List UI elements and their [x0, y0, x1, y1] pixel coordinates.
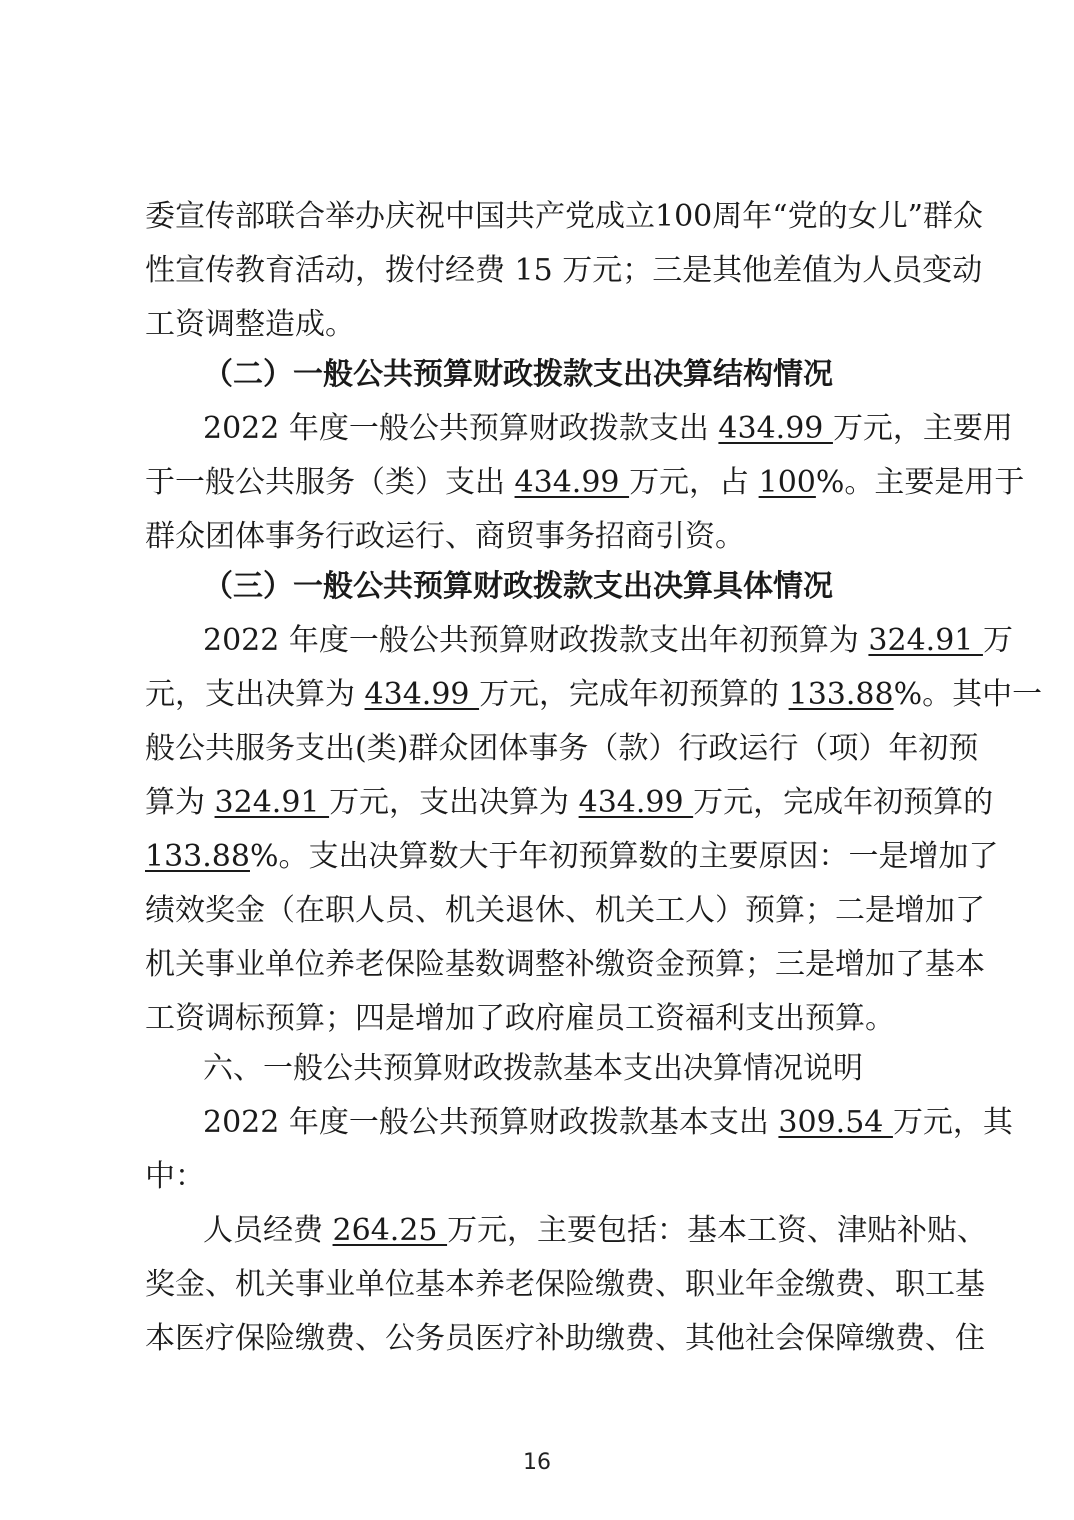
text-line	[145, 938, 985, 992]
text-line	[203, 1096, 1013, 1150]
line-text: 人员经费	[203, 1213, 333, 1248]
line-text: %。其中一	[893, 677, 1043, 712]
text-line	[145, 510, 945, 564]
line-text: 2022 年度一般公共预算财政拨款基本支出	[203, 1105, 779, 1140]
text-line	[203, 614, 1013, 668]
percent-value: 133.88	[145, 839, 250, 874]
text-line	[145, 1258, 985, 1312]
line-text: 性宣传教育活动，拨付经费 15 万元；三是其他差值为人员变动	[145, 253, 983, 288]
line-text: 般公共服务支出(类)群众团体事务（款）行政运行（项）年初预	[145, 731, 979, 766]
line-text: 元，支出决算为	[145, 677, 365, 712]
amount-value: 434.99	[578, 785, 694, 820]
percent-value: 133.88	[788, 677, 894, 712]
text-line	[145, 668, 1043, 722]
line-text: 算为	[145, 785, 215, 820]
amount-value: 324.91	[214, 785, 330, 820]
line-text: 万元，主要用	[832, 411, 1013, 446]
line-text: 工资调整造成。	[145, 307, 355, 342]
text-line	[145, 830, 999, 884]
text-line	[145, 1150, 945, 1204]
line-text: 万元，支出决算为	[329, 785, 579, 820]
line-text: 委宣传部联合举办庆祝中国共产党成立100周年“党的女儿”群众	[145, 199, 983, 234]
section-heading	[203, 560, 945, 614]
text-line	[145, 298, 945, 352]
text-line	[145, 884, 985, 938]
text-line	[203, 1204, 988, 1258]
percent-value: 100	[758, 465, 816, 500]
amount-value: 264.25	[332, 1213, 448, 1248]
heading-text: （三）一般公共预算财政拨款支出决算具体情况	[203, 569, 833, 604]
heading-text: 六、一般公共预算财政拨款基本支出决算情况说明	[203, 1051, 863, 1086]
line-text: 万元，完成年初预算的	[693, 785, 994, 820]
line-text: 万元，完成年初预算的	[479, 677, 789, 712]
line-text: 万	[982, 623, 1013, 658]
line-text: 万元，其	[892, 1105, 1013, 1140]
line-text: %。支出决算数大于年初预算数的主要原因：一是增加了	[249, 839, 999, 874]
line-text: 奖金、机关事业单位基本养老保险缴费、职业年金缴费、职工基	[145, 1267, 985, 1302]
amount-value: 324.91	[868, 623, 983, 658]
section-heading	[203, 348, 945, 402]
line-text: 2022 年度一般公共预算财政拨款支出	[203, 411, 719, 446]
heading-text: （二）一般公共预算财政拨款支出决算结构情况	[203, 357, 833, 392]
line-text: %。主要是用于	[815, 465, 1025, 500]
line-text: 万元，占	[629, 465, 759, 500]
line-text: 万元，主要包括：基本工资、津贴补贴、	[447, 1213, 988, 1248]
line-text: 绩效奖金（在职人员、机关退休、机关工人）预算；二是增加了	[145, 893, 985, 928]
amount-value: 434.99	[514, 465, 630, 500]
line-text: 群众团体事务行政运行、商贸事务招商引资。	[145, 519, 745, 554]
amount-value: 309.54	[778, 1105, 893, 1140]
text-line	[145, 456, 1025, 510]
line-text: 于一般公共服务（类）支出	[145, 465, 515, 500]
line-text: 2022 年度一般公共预算财政拨款支出年初预算为	[203, 623, 869, 658]
text-line	[145, 190, 983, 244]
text-line	[145, 776, 994, 830]
text-line	[203, 402, 1013, 456]
line-text: 本医疗保险缴费、公务员医疗补助缴费、其他社会保障缴费、住	[145, 1321, 985, 1356]
text-line	[145, 1312, 985, 1366]
line-text: 中：	[145, 1159, 205, 1194]
amount-value: 434.99	[718, 411, 833, 446]
text-line	[145, 722, 979, 776]
page-number: 16	[523, 1450, 551, 1475]
section-heading	[203, 1042, 945, 1096]
amount-value: 434.99	[364, 677, 480, 712]
line-text: 工资调标预算；四是增加了政府雇员工资福利支出预算。	[145, 1001, 895, 1036]
line-text: 机关事业单位养老保险基数调整补缴资金预算；三是增加了基本	[145, 947, 985, 982]
text-line	[145, 992, 945, 1046]
text-line	[145, 244, 983, 298]
